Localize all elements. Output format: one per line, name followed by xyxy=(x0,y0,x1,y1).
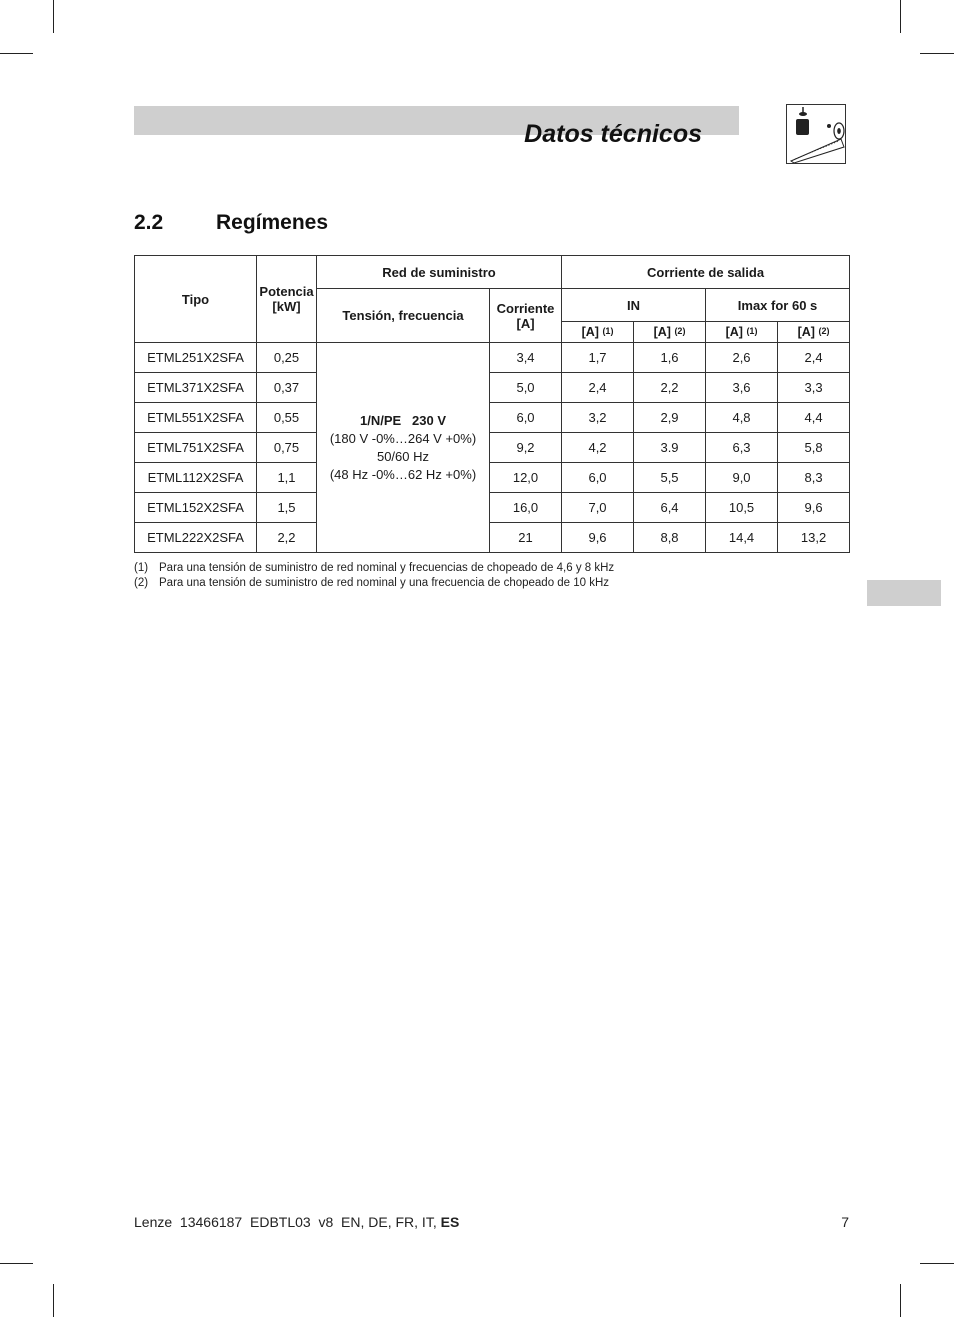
footnote-text: Para una tensión de suministro de red nominal y frecuencias de chopeado de 4,6 y 8 kHz xyxy=(159,562,615,574)
footnotes xyxy=(134,562,614,592)
page-number: 7 xyxy=(841,1214,849,1230)
cell-corriente: 3,4 xyxy=(490,343,562,373)
cell-imax-2: 2,4 xyxy=(778,343,850,373)
cell-potencia: 0,75 xyxy=(257,433,317,463)
cell-imax-2: 13,2 xyxy=(778,523,850,553)
cell-potencia: 2,2 xyxy=(257,523,317,553)
cell-imax-2: 4,4 xyxy=(778,403,850,433)
cell-potencia: 0,25 xyxy=(257,343,317,373)
cell-imax-1: 2,6 xyxy=(706,343,778,373)
cell-imax-1: 6,3 xyxy=(706,433,778,463)
cell-tipo: ETML551X2SFA xyxy=(135,403,257,433)
cell-tension-frecuencia xyxy=(317,343,490,553)
crop-mark xyxy=(900,0,901,33)
cell-in-1: 1,7 xyxy=(562,343,634,373)
header-tension-frecuencia: Tensión, frecuencia xyxy=(317,289,490,343)
header-potencia: Potencia [kW] xyxy=(257,256,317,343)
cell-corriente: 5,0 xyxy=(490,373,562,403)
cell-corriente: 21 xyxy=(490,523,562,553)
cell-imax-2: 8,3 xyxy=(778,463,850,493)
cell-in-2: 2,2 xyxy=(634,373,706,403)
voltage-main: 1/N/PE 230 V xyxy=(360,412,446,428)
cell-in-2: 5,5 xyxy=(634,463,706,493)
header-corriente: Corriente [A] xyxy=(490,289,562,343)
table-row xyxy=(135,403,850,433)
cell-imax-1: 3,6 xyxy=(706,373,778,403)
voltage-range: (180 V -0%…264 V +0%) xyxy=(329,430,477,446)
table-row xyxy=(135,523,850,553)
header-red-suministro: Red de suministro xyxy=(317,256,562,289)
cell-potencia: 1,5 xyxy=(257,493,317,523)
crop-mark xyxy=(920,1263,954,1264)
footnote xyxy=(134,562,614,577)
crop-mark xyxy=(0,53,33,54)
cell-imax-1: 14,4 xyxy=(706,523,778,553)
cell-in-1: 2,4 xyxy=(562,373,634,403)
frequency-range: (48 Hz -0%…62 Hz +0%) xyxy=(329,466,477,482)
cell-imax-2: 9,6 xyxy=(778,493,850,523)
cell-in-2: 3.9 xyxy=(634,433,706,463)
cell-corriente: 16,0 xyxy=(490,493,562,523)
cell-potencia: 0,37 xyxy=(257,373,317,403)
cell-in-2: 6,4 xyxy=(634,493,706,523)
footnote-mark: (1) xyxy=(134,562,149,574)
cell-potencia: 0,55 xyxy=(257,403,317,433)
header-corriente-salida: Corriente de salida xyxy=(562,256,850,289)
language-side-tab xyxy=(867,580,941,606)
footnote-ref: (1) xyxy=(602,326,614,336)
footnote-text: Para una tensión de suministro de red nominal y una frecuencia de chopeado de 10 kHz xyxy=(159,577,610,589)
cell-tipo: ETML112X2SFA xyxy=(135,463,257,493)
cell-in-1: 7,0 xyxy=(562,493,634,523)
section-heading xyxy=(134,211,328,235)
cell-corriente: 6,0 xyxy=(490,403,562,433)
unit-label: [A] xyxy=(797,325,815,339)
cell-imax-2: 3,3 xyxy=(778,373,850,403)
page-title: Datos técnicos xyxy=(524,120,702,148)
cell-imax-1: 9,0 xyxy=(706,463,778,493)
footer-text: Lenze 13466187 EDBTL03 v8 EN, DE, FR, IT, xyxy=(134,1214,437,1230)
header-imax: Imax for 60 s xyxy=(706,289,850,322)
header-in: IN xyxy=(562,289,706,322)
cell-imax-2: 5,8 xyxy=(778,433,850,463)
cell-in-1: 9,6 xyxy=(562,523,634,553)
crop-mark xyxy=(920,53,954,54)
cell-in-1: 6,0 xyxy=(562,463,634,493)
header-tipo: Tipo xyxy=(135,256,257,343)
header-imax-unit-1 xyxy=(706,322,778,343)
footer-current-language: ES xyxy=(440,1214,460,1230)
footnote-ref: (2) xyxy=(818,326,830,336)
footnote-ref: (2) xyxy=(674,326,686,336)
table-row xyxy=(135,493,850,523)
cell-imax-1: 4,8 xyxy=(706,403,778,433)
cell-in-2: 8,8 xyxy=(634,523,706,553)
table-row xyxy=(135,463,850,493)
section-title: Regímenes xyxy=(216,211,329,234)
scale-weight-icon xyxy=(786,104,846,164)
table-row xyxy=(135,433,850,463)
cell-imax-1: 10,5 xyxy=(706,493,778,523)
cell-tipo: ETML152X2SFA xyxy=(135,493,257,523)
header-in-unit-1 xyxy=(562,322,634,343)
ratings-table xyxy=(134,255,850,553)
section-number: 2.2 xyxy=(134,211,164,234)
cell-tipo: ETML751X2SFA xyxy=(135,433,257,463)
cell-tipo: ETML251X2SFA xyxy=(135,343,257,373)
cell-in-2: 1,6 xyxy=(634,343,706,373)
footer-publication xyxy=(134,1214,459,1230)
footnote xyxy=(134,577,614,592)
header-imax-unit-2 xyxy=(778,322,850,343)
footnote-mark: (2) xyxy=(134,577,149,589)
crop-mark xyxy=(900,1284,901,1317)
cell-tipo: ETML371X2SFA xyxy=(135,373,257,403)
cell-in-1: 4,2 xyxy=(562,433,634,463)
cell-tipo: ETML222X2SFA xyxy=(135,523,257,553)
cell-corriente: 12,0 xyxy=(490,463,562,493)
cell-corriente: 9,2 xyxy=(490,433,562,463)
cell-in-1: 3,2 xyxy=(562,403,634,433)
unit-label: [A] xyxy=(653,325,671,339)
header-in-unit-2 xyxy=(634,322,706,343)
crop-mark xyxy=(53,0,54,33)
frequency: 50/60 Hz xyxy=(376,448,430,464)
crop-mark xyxy=(0,1263,33,1264)
table-row xyxy=(135,373,850,403)
crop-mark xyxy=(53,1284,54,1317)
footnote-ref: (1) xyxy=(746,326,758,336)
unit-label: [A] xyxy=(725,325,743,339)
table-row xyxy=(135,343,850,373)
cell-in-2: 2,9 xyxy=(634,403,706,433)
cell-potencia: 1,1 xyxy=(257,463,317,493)
unit-label: [A] xyxy=(581,325,599,339)
